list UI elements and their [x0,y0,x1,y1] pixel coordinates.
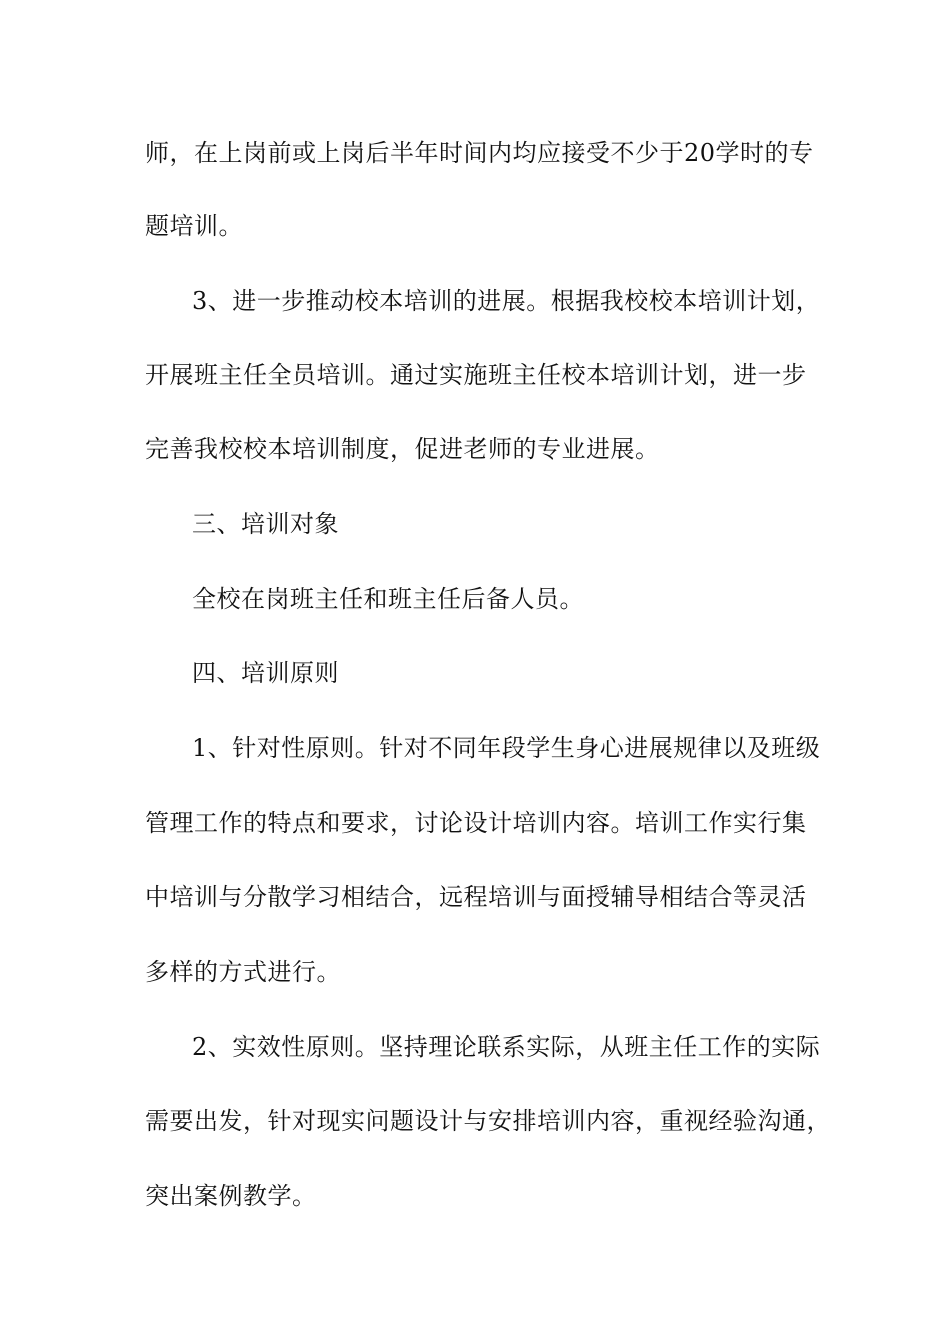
principle-1-line: 1、针对性原则。针对不同年段学生身心进展规律以及班级 [192,734,821,762]
text-line: 开展班主任全员培训。通过实施班主任校本培训计划，进一步 [145,361,807,389]
text-line: 师，在上岗前或上岗后半年时间内均应接受不少于20学时的专 [145,139,814,167]
text-line: 题培训。 [145,212,243,240]
text-line: 管理工作的特点和要求，讨论设计培训内容。培训工作实行集 [145,809,807,837]
text-line: 全校在岗班主任和班主任后备人员。 [192,585,584,613]
principle-2-line: 2、实效性原则。坚持理论联系实际，从班主任工作的实际 [192,1033,821,1061]
text-line: 完善我校校本培训制度，促进老师的专业进展。 [145,435,660,463]
section-heading-training-principles: 四、培训原则 [192,659,339,687]
text-line: 需要出发，针对现实问题设计与安排培训内容，重视经验沟通， [145,1107,831,1135]
section-heading-training-targets: 三、培训对象 [192,510,339,538]
text-line: 多样的方式进行。 [145,958,341,986]
paragraph-3-line: 3、进一步推动校本培训的进展。根据我校校本培训计划， [192,287,821,315]
text-line: 突出案例教学。 [145,1182,317,1210]
text-line: 中培训与分散学习相结合，远程培训与面授辅导相结合等灵活 [145,883,807,911]
